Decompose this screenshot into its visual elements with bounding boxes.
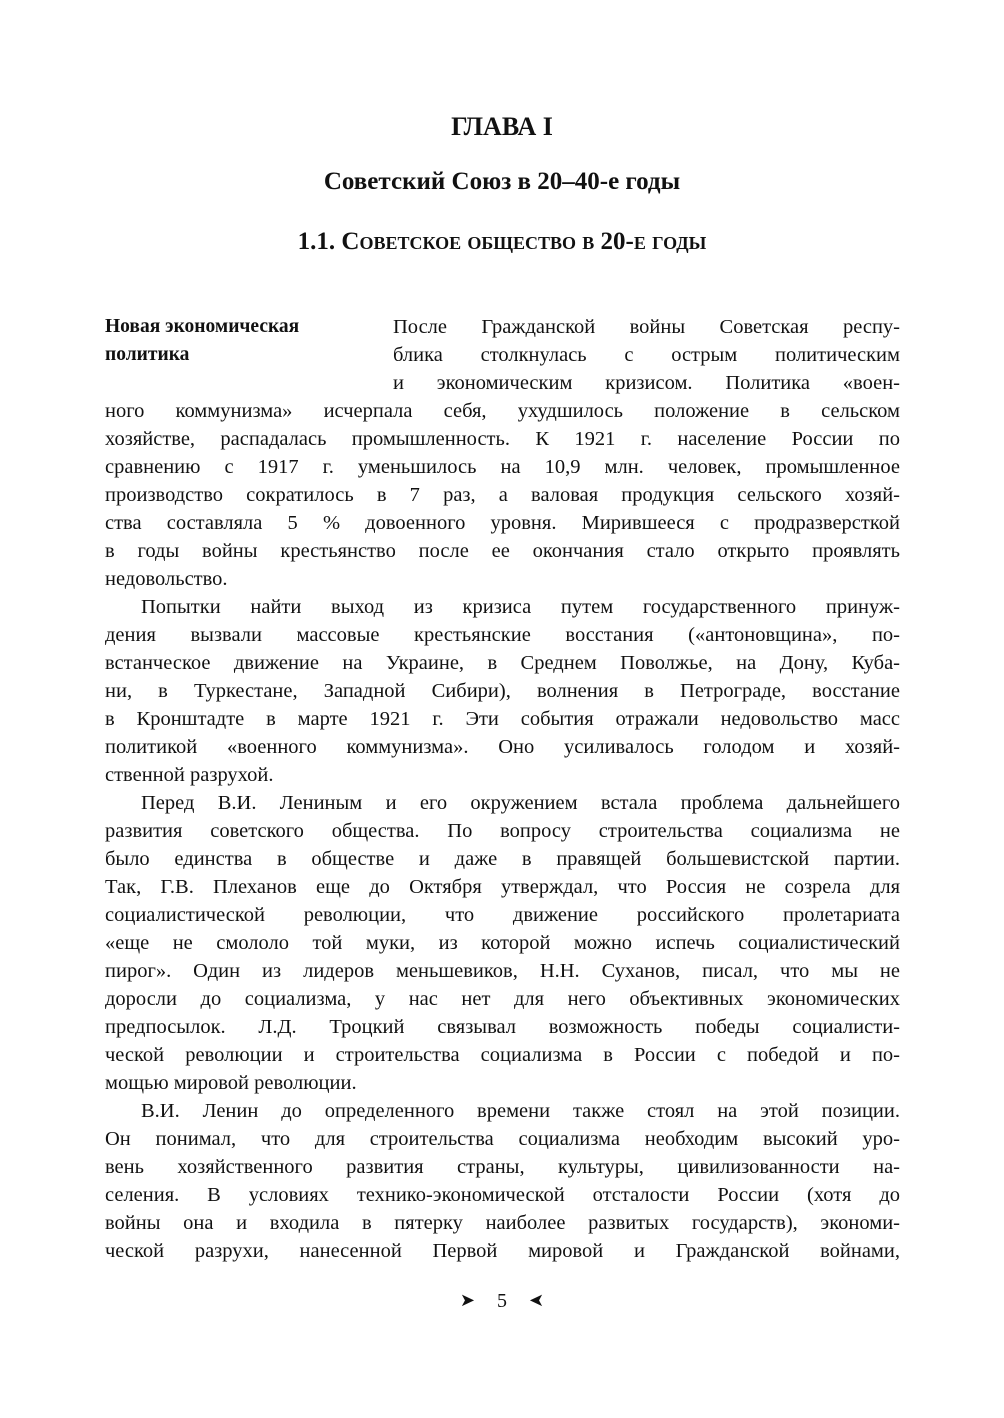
text-line: недовольство. [105, 568, 228, 590]
text-line: встанческое движение на Украине, в Среднем Поволжье, на Дону, Куба- [105, 652, 900, 674]
chapter-title: Советский Союз в 20–40-е годы [323, 168, 681, 195]
arrow-left-icon: ➤ [529, 1290, 545, 1310]
arrow-right-icon: ➤ [459, 1290, 475, 1310]
text-line: и экономическим кризисом. Политика «воен- [393, 372, 900, 394]
text-line: ческой разрухи, нанесенной Первой мировой и Гражданской войнами, [105, 1240, 900, 1262]
text-line: ственной разрухой. [105, 764, 274, 786]
body-text [105, 313, 900, 1265]
chapter-heading: ГЛАВА I [451, 112, 553, 141]
text-line: Попытки найти выход из кризиса путем государственного принуж- [141, 596, 900, 618]
text-line: В.И. Ленин до определенного времени также стоял на этой позиции. [141, 1100, 900, 1122]
text-line: ного коммунизма» исчерпала себя, ухудшилось положение в сельском [105, 400, 900, 422]
margin-heading-line: политика [105, 344, 190, 365]
text-line: было единства в обществе и даже в правящей большевистской партии. [105, 848, 900, 870]
section-name-b: е годы [633, 228, 707, 255]
text-line: производство сократилось в 7 раз, а валовая продукция сельского хозяй- [105, 484, 900, 506]
text-line: ства составляла 5 % довоенного уровня. Мирившееся с продразверсткой [105, 512, 900, 534]
text-line: в годы войны крестьянство после ее окончания стало открыто проявлять [105, 540, 900, 562]
text-line: Перед В.И. Лениным и его окружением встала проблема дальнейшего [141, 792, 900, 814]
page-number: 5 [497, 1290, 507, 1312]
section-num2: 20- [600, 228, 634, 255]
text-line: ни, в Туркестане, Западной Сибири), волнения в Петрограде, восстание [105, 680, 900, 702]
text-line: ческой революции и строительства социализма в России с победой и по- [105, 1044, 900, 1066]
text-line: Он понимал, что для строительства социализма необходим высокий уро- [105, 1128, 900, 1150]
text-line: войны она и входила в пятерку наиболее развитых государств), экономи- [105, 1212, 900, 1234]
text-line: в Кронштадте в марте 1921 г. Эти события отражали недовольство масс [105, 708, 900, 730]
section-number: 1.1. [297, 228, 336, 255]
text-line: «еще не смололо той муки, из которой можно испечь социалистический [105, 932, 900, 954]
text-line: блика столкнулась с острым политическим [393, 344, 900, 366]
text-line: дения вызвали массовые крестьянские восстания («антоновщина», по- [105, 624, 900, 646]
page-footer [0, 1290, 1004, 1313]
text-line: пирог». Один из лидеров меньшевиков, Н.Н. Суханов, писал, что мы не [105, 960, 900, 982]
text-line: предпосылок. Л.Д. Троцкий связывал возможность победы социалисти- [105, 1016, 900, 1038]
text-line: мощью мировой революции. [105, 1072, 357, 1094]
text-line: После Гражданской войны Советская респу- [393, 316, 900, 338]
text-line: развития советского общества. По вопросу строительства социализма не [105, 820, 900, 842]
text-line: политикой «военного коммунизма». Оно усиливалось голодом и хозяй- [105, 736, 900, 758]
section-title [0, 228, 1004, 256]
text-line: хозяйстве, распадалась промышленность. К 1921 г. население России по [105, 428, 900, 450]
text-line: селения. В условиях технико-экономической отсталости России (хотя до [105, 1184, 900, 1206]
text-line: сравнению с 1917 г. уменьшилось на 10,9 млн. человек, промышленное [105, 456, 900, 478]
text-line: Так, Г.В. Плеханов еще до Октября утверждал, что Россия не созрела для [105, 876, 900, 898]
margin-heading-line: Новая экономическая [105, 316, 300, 337]
text-line: вень хозяйственного развития страны, культуры, цивилизованности на- [105, 1156, 900, 1178]
text-line: доросли до социализма, у нас нет для него объективных экономических [105, 988, 900, 1010]
section-name-a: Советское общество в [341, 228, 601, 255]
text-line: социалистической революции, что движение российского пролетариата [105, 904, 900, 926]
